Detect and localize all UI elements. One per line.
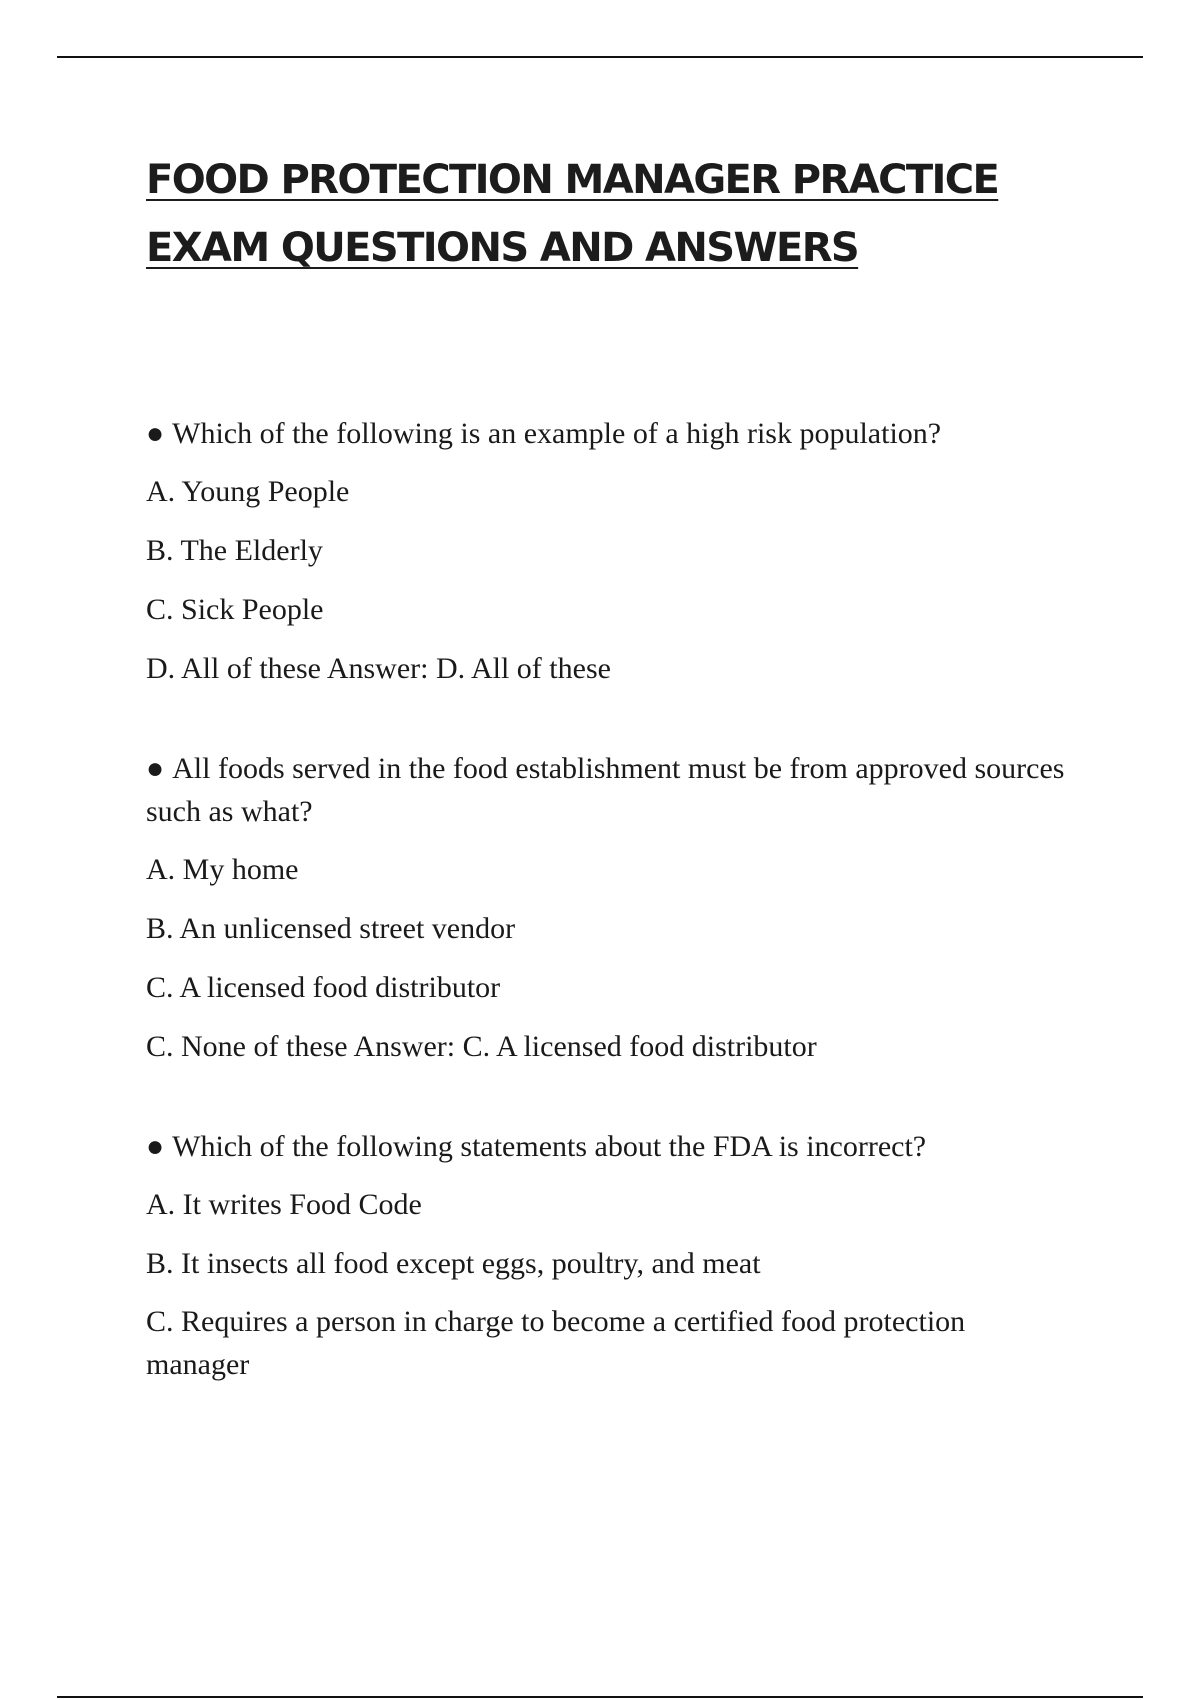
- answer-option: B. The Elderly: [146, 534, 323, 567]
- bullet-icon: ●: [146, 752, 165, 785]
- question-label: All foods served in the food establishment must be from approved sources such as what?: [146, 752, 1065, 828]
- answer-option: A. Young People: [146, 475, 350, 508]
- question-block-1: [146, 412, 1066, 691]
- answer-option-with-answer: D. All of these Answer: D. All of these: [146, 652, 611, 685]
- bullet-icon: ●: [146, 417, 165, 450]
- answer-option: B. An unlicensed street vendor: [146, 912, 516, 945]
- question-block-2: [146, 747, 1066, 1069]
- question-label: Which of the following statements about the FDA is incorrect?: [172, 1130, 927, 1163]
- question-text: [146, 1125, 1066, 1168]
- question-text: [146, 747, 1066, 833]
- top-divider: [57, 56, 1143, 58]
- bottom-divider: [57, 1696, 1143, 1698]
- page-title: FOOD PROTECTION MANAGER PRACTICE EXAM QUESTIONS AND ANSWERS: [146, 157, 999, 271]
- answer-option: C. Sick People: [146, 593, 324, 626]
- answer-option: B. It insects all food except eggs, poultry, and meat: [146, 1247, 761, 1280]
- answer-option: A. It writes Food Code: [146, 1188, 422, 1221]
- answer-option: C. A licensed food distributor: [146, 971, 501, 1004]
- question-text: [146, 412, 1066, 455]
- questions-list: [146, 412, 1066, 1442]
- answer-option: C. Requires a person in charge to become a certified food protection manager: [146, 1305, 966, 1381]
- answer-option: A. My home: [146, 853, 299, 886]
- question-block-3: [146, 1125, 1066, 1386]
- question-label: Which of the following is an example of a high risk population?: [172, 417, 942, 450]
- bullet-icon: ●: [146, 1130, 165, 1163]
- answer-option-with-answer: C. None of these Answer: C. A licensed food distributor: [146, 1030, 817, 1063]
